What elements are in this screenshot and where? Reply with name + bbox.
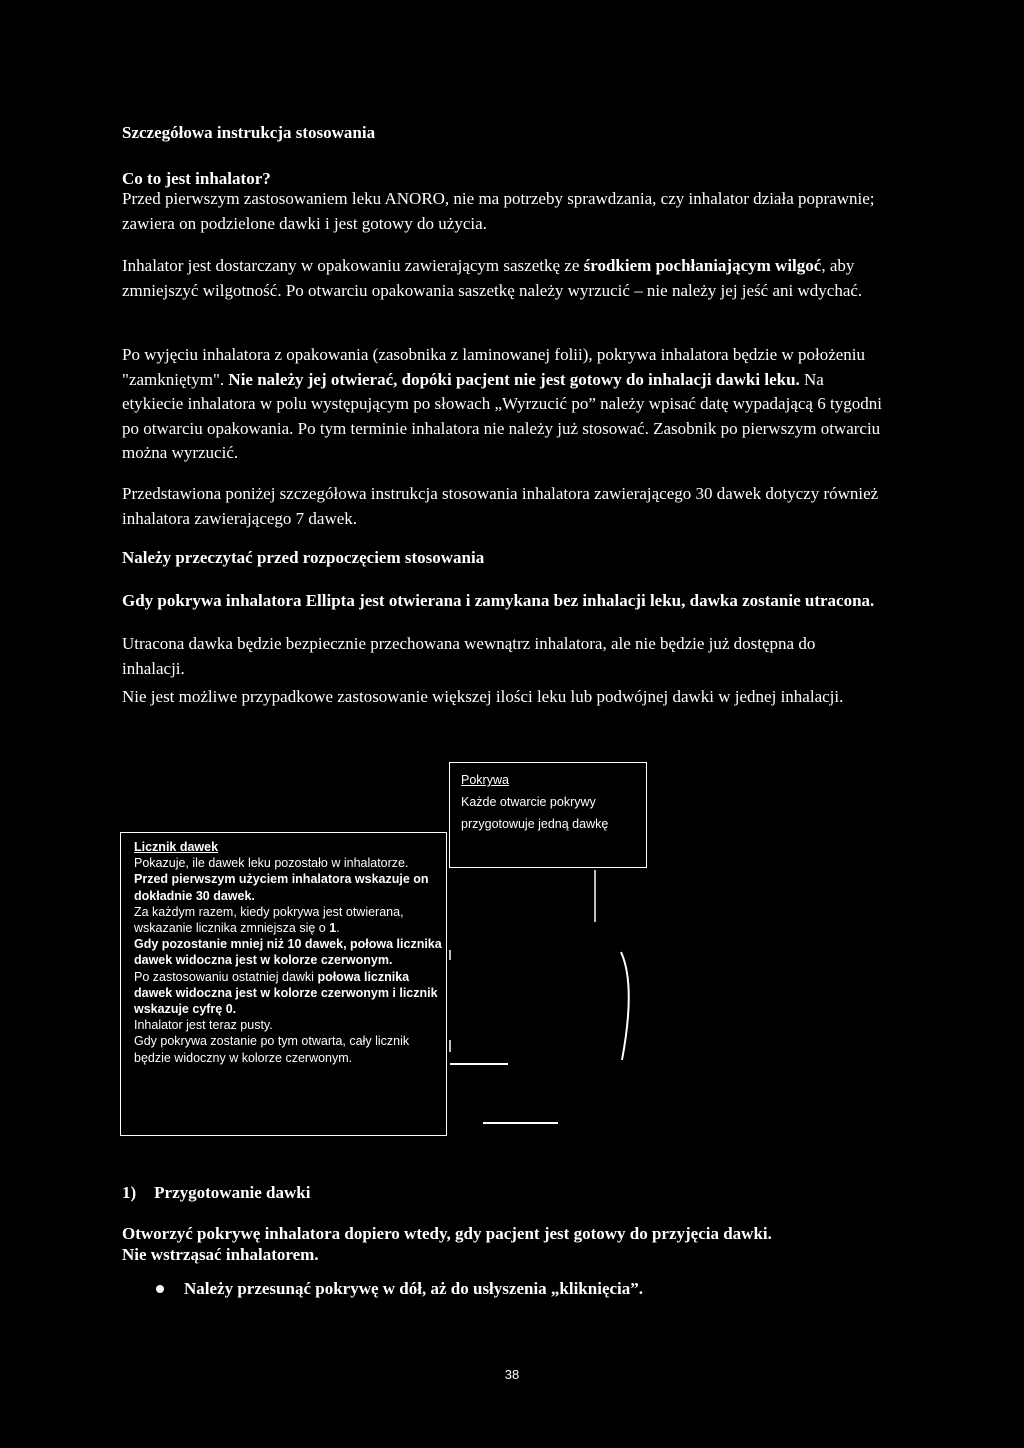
counter-text-5a: Po zastosowaniu ostatniej dawki [134,969,318,984]
cover-label-text: Każde otwarcie pokrywy przygotowuje jedną dawkę [461,795,609,831]
cover-label-box [449,762,647,868]
step1-instruction-1: Otworzyć pokrywę inhalatora dopiero wtedy, gdy pacjent jest gotowy do przyjęcia dawki. [122,1224,772,1243]
step1-instruction-2: Nie wstrząsać inhalatorem. [122,1245,319,1264]
desiccant-text-c: , aby zmniejszyć wilgotność. Po otwarciu opakowania saszetkę należy wyrzucić – nie należy jej jeść ani wdychać. [122,256,863,300]
step1-bullet-text: Należy przesunąć pokrywę w dół, aż do usłyszenia „kliknięcia”. [184,1279,644,1298]
lost-dose-warning: Gdy pokrywa inhalatora Ellipta jest otwierana i zamykana bez inhalacji leku, dawka zostanie utracona. [122,591,875,610]
counter-text-4: Gdy pozostanie mniej niż 10 dawek, połowa licznika dawek widoczna jest w kolorze czerwonym. [134,937,442,968]
read-before-title: Należy przeczytać przed rozpoczęciem stosowania [122,548,485,567]
counter-text-5b: połowa licznika dawek widoczna jest w kolorze czerwonym i licznik wskazuje cyfrę 0. [134,969,438,1017]
counter-text-5 [134,969,442,1018]
bullet-icon [156,1285,164,1293]
page-number: 38 [504,1367,520,1382]
opening-text-c: Na etykiecie inhalatora w polu występującym po słowach „Wyrzucić po” należy wpisać datę wypadającą 6 tygodni po otwarciu opakowania. Po tym terminie inhalatora nie należy już stosować. Zasobnik po pierwszym otwarciu można wyrzucić. [122,369,882,462]
cover-label-title: Pokrywa [461,773,509,787]
counter-text-6: Inhalator jest teraz pusty. [134,1018,273,1033]
step1-title: Przygotowanie dawki [154,1183,311,1202]
opening-bold: Nie należy jej otwierać, dopóki pacjent nie jest gotowy do inhalacji dawki leku. [228,369,800,389]
desiccant-paragraph [122,254,882,303]
what-is-title: Co to jest inhalator? [122,169,271,188]
what-is-text: Przed pierwszym zastosowaniem leku ANORO, nie ma potrzeby sprawdzania, czy inhalator działa poprawnie; zawiera on podzielone dawki i jest gotowy do użycia. [122,189,875,233]
page-heading: Szczegółowa instrukcja stosowania [122,123,376,142]
counter-text-7: Gdy pokrywa zostanie po tym otwarta, cały licznik będzie widoczny w kolorze czerwonym. [134,1034,410,1065]
step1-number: 1) [122,1183,137,1202]
desiccant-text-a: Inhalator jest dostarczany w opakowaniu zawierającym saszetkę ze [122,256,584,275]
inhalator-illustration [440,860,660,1140]
counter-label-title: Licznik dawek [134,840,219,854]
counter-label-box [120,832,447,1136]
inhalator-outline-curve [621,952,629,1060]
counter-text-3a: Za każdym razem, kiedy pokrywa jest otwierana, wskazanie licznika zmniejsza się o [134,904,404,936]
seven-dose-note: Przedstawiona poniżej szczegółowa instrukcja stosowania inhalatora zawierającego 30 dawek dotyczy również inhalatora zawierającego 7 dawek. [122,484,879,528]
counter-text-3c: . [336,921,340,936]
counter-text-2: Przed pierwszym użyciem inhalatora wskazuje on dokładnie 30 dawek. [134,872,429,903]
desiccant-bold: środkiem pochłaniającym wilgoć [583,256,822,275]
double-dose-text: Nie jest możliwe przypadkowe zastosowanie większej ilości leku lub podwójnej dawki w jednej inhalacji. [122,687,844,706]
step1-heading [122,1181,882,1206]
counter-text-1: Pokazuje, ile dawek leku pozostało w inhalatorze. [134,856,409,871]
opening-paragraph [122,343,882,466]
opening-text-a: Po wyjęciu inhalatora z opakowania (zasobnika z laminowanej folii), pokrywa inhalatora będzie w położeniu "zamkniętym". [122,345,866,389]
counter-text-3b: 1 [329,921,337,936]
lost-dose-text: Utracona dawka będzie bezpiecznie przechowana wewnątrz inhalatora, ale nie będzie już dostępna do inhalacji. [122,634,816,678]
counter-text-3 [134,904,442,936]
